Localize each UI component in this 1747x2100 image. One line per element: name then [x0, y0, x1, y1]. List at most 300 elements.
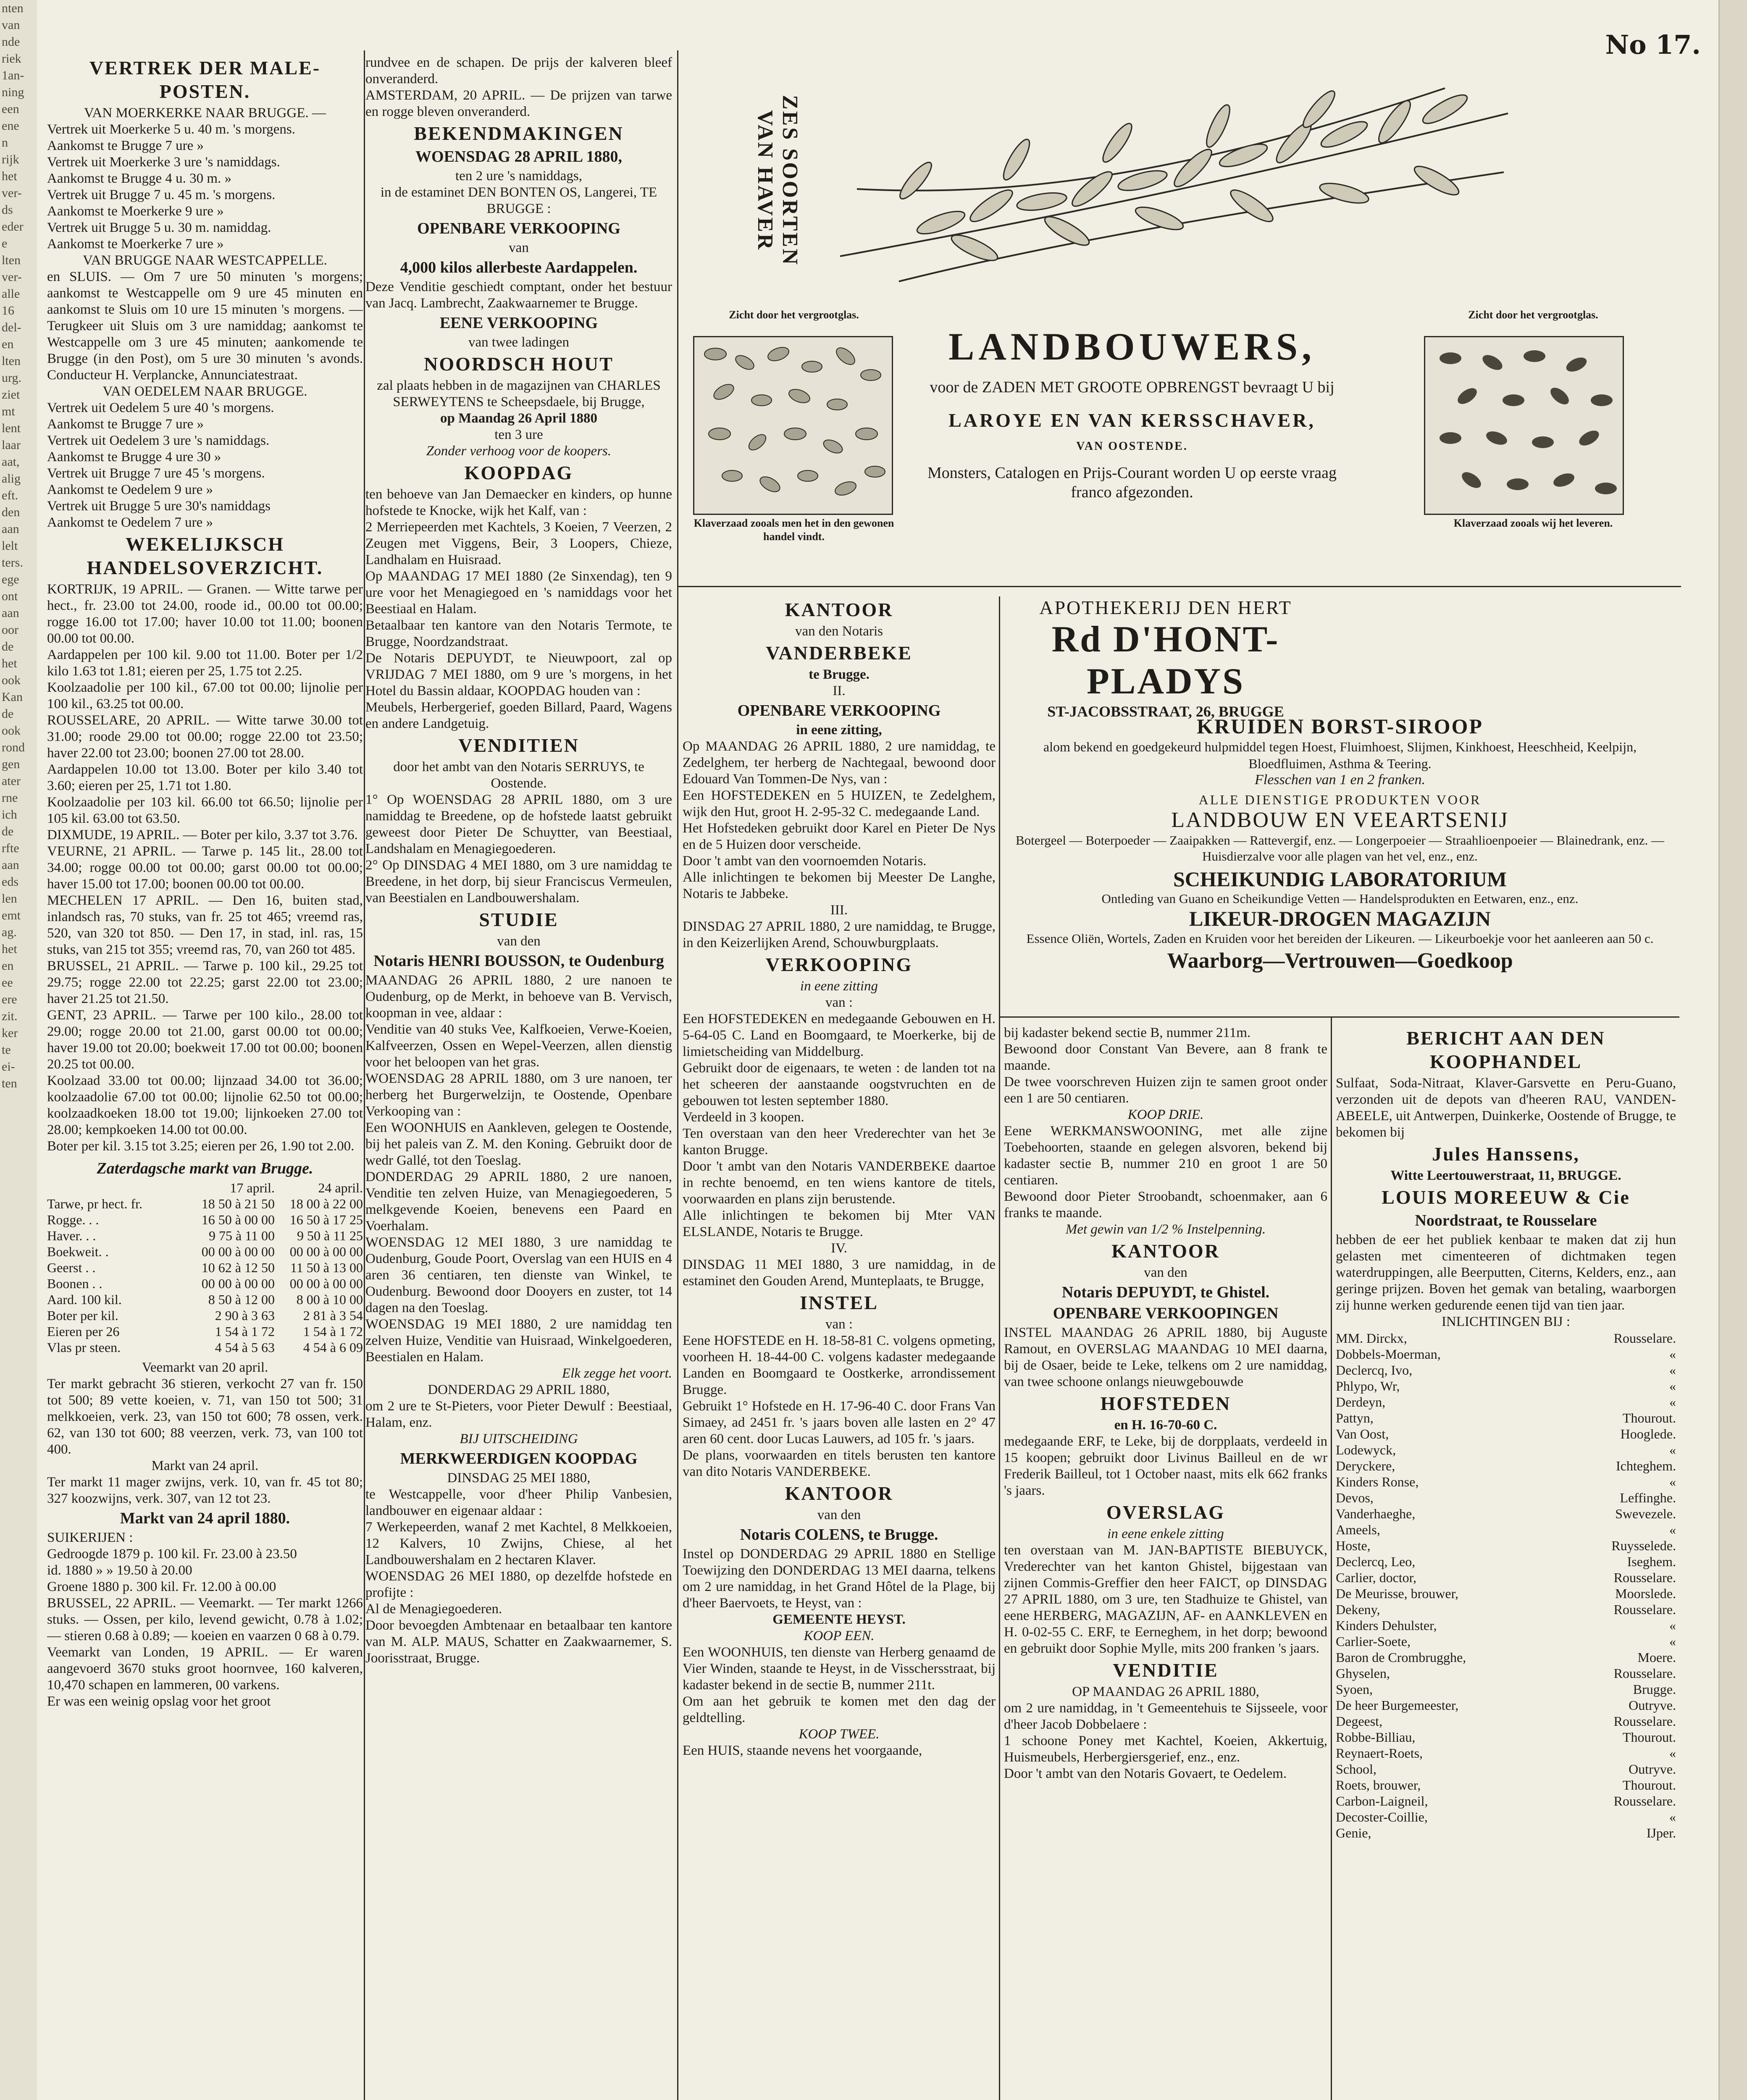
- agent-place: Moorslede.: [1615, 1586, 1676, 1601]
- agent-place: Swevezele.: [1615, 1506, 1676, 1521]
- list-item: [1336, 1522, 1676, 1538]
- section-heading: KOOPDAG: [464, 462, 573, 483]
- centered-line: Markt van 24 april.: [151, 1458, 259, 1473]
- apotheek-l6: Flesschen van 1 en 2 franken.: [1255, 772, 1425, 788]
- paragraph: Door 't ambt van den Notaris VANDERBEKE daartoe in rechte benoemd, en ten wiens kantore de titels, voorwaarden en plans zijn berustende.: [683, 1159, 996, 1207]
- subheading: Noordstraat, te Rousselare: [1415, 1212, 1597, 1229]
- paragraph: Aardappelen per 100 kil. 9.00 tot 11.00. Boter per 1/2 kilo 1.63 tot 1.81; eieren per 25, 1.75 tot 2.25.: [47, 647, 363, 679]
- agent-place: «: [1669, 1634, 1676, 1649]
- column-4-body: [1004, 1025, 1327, 2100]
- paragraph: Eene WERKMANSWOONING, met alle zijne Toebehoorten, staande en gelegen alsvoren, bekend bij kadaster sectie B, nummer 210 en groot 1 are 50 centiaren.: [1004, 1124, 1327, 1188]
- row-name: Boekweit. .: [47, 1244, 109, 1259]
- edge-fragment: eder: [2, 220, 24, 234]
- section-heading: BEKENDMAKINGEN: [414, 123, 624, 144]
- section-heading: NOORDSCH HOUT: [424, 353, 614, 375]
- caption-right-top: Zicht door het vergrootglas.: [1468, 309, 1598, 321]
- list-item: [1336, 1649, 1676, 1665]
- market-table-title: Zaterdagsche markt van Brugge.: [97, 1160, 313, 1177]
- row-name: Eieren per 26: [47, 1324, 120, 1339]
- edge-fragment: ten: [2, 1076, 17, 1090]
- list-item: [1336, 1777, 1676, 1793]
- list-item: [1336, 1793, 1676, 1809]
- column-1: [47, 55, 363, 2100]
- agent-place: «: [1669, 1378, 1676, 1394]
- centered-line: INLICHTINGEN BIJ :: [1441, 1314, 1571, 1329]
- paragraph: WOENSDAG 26 MEI 1880, op dezelfde hofstede en profijte :: [365, 1569, 672, 1600]
- edge-fragment: nten: [2, 1, 24, 15]
- agent-place: Iseghem.: [1627, 1554, 1676, 1569]
- agent-name: Deryckere,: [1336, 1458, 1395, 1473]
- edge-fragment: het: [2, 942, 17, 956]
- list-item: [1336, 1458, 1676, 1474]
- paragraph: 2 Merriepeerden met Kachtels, 3 Koeien, 7 Veerzen, 2 Zeugen met Viggens, Beir, 3 Loopers, Chieze, Landhalam en Huisraad.: [365, 520, 672, 567]
- edge-fragment: van: [2, 18, 20, 32]
- centered-bold-line: te Brugge.: [809, 667, 870, 682]
- row-name: Boter per kil.: [47, 1308, 118, 1323]
- agent-place: Rousselare.: [1613, 1793, 1676, 1809]
- apotheek-l12: LIKEUR-DROGEN MAGAZIJN: [1189, 907, 1491, 930]
- subheading: WOENSDAG 28 APRIL 1880,: [415, 148, 622, 165]
- agent-name: Kinders Ronse,: [1336, 1474, 1419, 1489]
- list-item: [1336, 1745, 1676, 1761]
- binding-strip: [1718, 0, 1747, 2100]
- agent-name: Van Oost,: [1336, 1426, 1389, 1441]
- paragraph: Gebruikt door de eigenaars, te weten : de landen tot na het scheeren der aanstaande oogstvruchten en de gebouwen tot lesten september 1880.: [683, 1060, 996, 1108]
- agent-place: Rousselare.: [1613, 1331, 1676, 1346]
- agent-name: Kinders Dehulster,: [1336, 1618, 1437, 1633]
- agent-name: Phlypo, Wr,: [1336, 1378, 1400, 1394]
- row-a: 2 90 à 3 63: [215, 1308, 275, 1323]
- paragraph: Aankomst te Brugge 7 ure »: [47, 138, 204, 153]
- section-heading: BERICHT AAN DEN KOOPHANDEL: [1406, 1027, 1605, 1072]
- edge-fragment: ag.: [2, 925, 17, 939]
- row-b: 16 50 à 17 25: [289, 1212, 363, 1227]
- paragraph: Alle inlichtingen te bekomen bij Mter VAN ELSLANDE, Notaris te Brugge.: [683, 1208, 996, 1239]
- table-row: [47, 1228, 363, 1244]
- centered-italic-line: KOOP EEN.: [804, 1628, 875, 1643]
- section-heading: KANTOOR: [785, 599, 893, 620]
- paragraph: Koolzaadolie per 103 kil. 66.00 tot 66.50; lijnolie per 105 kil. 63.00 tot 63.50.: [47, 795, 363, 826]
- edge-fragment: alig: [2, 472, 21, 486]
- edge-fragment: aan: [2, 522, 19, 536]
- agent-name: Hoste,: [1336, 1538, 1371, 1553]
- edge-fragment: rijk: [2, 152, 19, 166]
- edge-fragment: rond: [2, 740, 25, 754]
- edge-fragment: urg.: [2, 371, 21, 385]
- paragraph: DINSDAG 11 MEI 1880, 3 ure namiddag, in de estaminet den Gouden Arend, Munteplaats, te Brugge,: [683, 1257, 996, 1289]
- agent-name: Carlier, doctor,: [1336, 1570, 1417, 1585]
- caption-left-bottom: Klaverzaad zooals men het in den gewonen handel vindt.: [694, 517, 894, 543]
- edge-fragment: den: [2, 505, 20, 519]
- section-heading: VENDITIEN: [458, 735, 579, 756]
- paragraph: Vertrek uit Brugge 5 u. 30 m. namiddag.: [47, 220, 271, 235]
- edge-fragment: ds: [2, 203, 13, 217]
- paragraph: 2° Op DINSDAG 4 MEI 1880, om 3 ure namiddag te Breedene, in het dorp, bij sieur Franciscus Vermeulen, van Beestialen en Landbouwershalam.: [365, 858, 672, 906]
- edge-fragment: n: [2, 136, 8, 150]
- paragraph: Aankomst te Oedelem 9 ure »: [47, 482, 213, 497]
- paragraph: Ter markt 11 mager zwijns, verk. 10, van fr. 45 tot 80; 327 koozwijns, verk. 307, van 12 tot 23.: [47, 1475, 363, 1506]
- edge-fragment: ver-: [2, 270, 22, 284]
- paragraph: Betaalbaar ten kantore van den Notaris Termote, te Brugge, Noordzandstraat.: [365, 618, 672, 649]
- agent-name: Ameels,: [1336, 1522, 1380, 1537]
- edge-fragment: zit.: [2, 1009, 18, 1023]
- edge-fragment: laar: [2, 438, 21, 452]
- edge-fragment: e: [2, 236, 8, 250]
- agent-name: Degeest,: [1336, 1714, 1383, 1729]
- agent-place: «: [1669, 1394, 1676, 1410]
- paragraph: Vertrek uit Moerkerke 5 u. 40 m. 's morgens.: [47, 122, 295, 137]
- centered-line: ten 2 ure 's namiddags,: [455, 168, 582, 184]
- agent-place: «: [1669, 1442, 1676, 1457]
- agent-name: De Meurisse, brouwer,: [1336, 1586, 1458, 1601]
- centered-line: DINSDAG 25 MEI 1880,: [447, 1470, 591, 1486]
- paragraph: Op MAANDAG 26 APRIL 1880, 2 ure namiddag, te Zedelghem, ter herberg de Nachtegaal, bewoond door Edouard Van Tommen-De Nys, van :: [683, 739, 996, 787]
- edge-fragment: ters.: [2, 556, 23, 570]
- table-row: [47, 1212, 363, 1228]
- edge-fragment: de: [2, 824, 14, 838]
- agent-name: Vanderhaeghe,: [1336, 1506, 1416, 1521]
- row-a: 4 54 à 5 63: [215, 1340, 275, 1355]
- paragraph: Vertrek uit Moerkerke 3 ure 's namiddags.: [47, 155, 280, 170]
- agent-place: «: [1669, 1347, 1676, 1362]
- paragraph: Vertrek uit Oedelem 5 ure 40 's morgens.: [47, 400, 274, 415]
- row-name: Boonen . .: [47, 1276, 102, 1291]
- edge-fragment: oor: [2, 623, 18, 637]
- paragraph: Om aan het gebruik te komen met den dag der geldtelling.: [683, 1694, 996, 1725]
- seed-box-left: [693, 336, 893, 515]
- paragraph: ten behoeve van Jan Demaecker en kinders, op hunne hofstede te Knocke, wijk het Kalf, van :: [365, 487, 672, 518]
- paragraph: Koolzaadolie per 100 kil., 67.00 tot 00.00; lijnolie per 100 kil., 63.25 tot 00.00.: [47, 680, 363, 711]
- centered-line: III.: [830, 903, 848, 918]
- edge-fragment: Kan: [2, 690, 23, 704]
- row-name: Haver. . .: [47, 1228, 96, 1243]
- section-heading: VERTREK DER MALE-POSTEN.: [89, 57, 321, 102]
- centered-italic-line: KOOP TWEE.: [799, 1727, 880, 1742]
- edge-fragment: 1an-: [2, 68, 24, 82]
- list-item: [1336, 1825, 1676, 1841]
- centered-line: door het ambt van den Notaris SERRUYS, te Oostende.: [393, 759, 644, 791]
- centered-line: zal plaats hebben in de magazijnen van CHARLES SERWEYTENS te Scheepsdaele, bij Brugge,: [377, 378, 661, 410]
- edge-fragment: ere: [2, 992, 17, 1006]
- apotheek-l14: Waarborg—Vertrouwen—Goedkoop: [1167, 949, 1513, 973]
- subheading: MERKWEERDIGEN KOOPDAG: [400, 1450, 638, 1467]
- row-a: 8 50 à 12 00: [208, 1292, 275, 1307]
- agent-place: Outryve.: [1629, 1698, 1676, 1713]
- edge-fragment: ver-: [2, 186, 22, 200]
- paragraph: Een WOONHUIS en Aankleven, gelegen te Oostende, bij het paleis van Z. M. den Koning. Gebruikt door de wedr Gallé, tot den Toeslag.: [365, 1120, 672, 1168]
- agent-name: Baron de Crombrugghe,: [1336, 1650, 1466, 1665]
- list-item: [1336, 1665, 1676, 1681]
- edge-fragment: een: [2, 102, 19, 116]
- paragraph: SUIKERIJEN :: [47, 1530, 133, 1545]
- agent-name: Dobbels-Moerman,: [1336, 1347, 1441, 1362]
- section-heading: WEKELIJKSCH HANDELSOVERZICHT.: [87, 533, 323, 578]
- paragraph: MAANDAG 26 APRIL 1880, 2 ure nanoen te Oudenburg, op de Merkt, in behoeve van B. Vervisch, koopman in vee, aldaar :: [365, 973, 672, 1021]
- paragraph: Gebruikt 1° Hofstede en H. 17-96-40 C. door Frans Van Simaey, ad 2451 fr. 's jaars boven alle lasten en 2° 47 aren 60 cent. door Lucas Lauwers, ad 105 fr. 's jaars.: [683, 1399, 996, 1446]
- centered-bold-line: op Maandag 26 April 1880: [440, 411, 598, 426]
- centered-line: OP MAANDAG 26 APRIL 1880,: [1072, 1684, 1259, 1699]
- paragraph: Eene HOFSTEDE en H. 18-58-81 C. volgens opmeting, voorheen H. 18-44-00 C. volgens kadaster medegaande Landen en Boomgaard te Oostkerke, arrondissement Brugge.: [683, 1333, 996, 1397]
- edge-fragment: lelt: [2, 539, 18, 553]
- centered-line: van den: [497, 934, 541, 949]
- paragraph: Instel op DONDERDAG 29 APRIL 1880 en Stellige Toewijzing den DONDERDAG 13 MEI daarna, telkens om 2 ure namiddag, in het Grand Hôtel de la Plage, bij d'heer Baervoets, te Heyst, van :: [683, 1546, 996, 1611]
- banner-vertical-title: ZES SOORTEN VAN HAVER: [753, 95, 802, 266]
- edge-fragment: ege: [2, 572, 19, 586]
- edge-fragment: aan: [2, 858, 19, 872]
- centered-line: van den Notaris: [795, 624, 883, 639]
- edge-fragment: ning: [2, 85, 24, 99]
- list-item: [1336, 1586, 1676, 1601]
- paragraph: ten overstaan van M. JAN-BAPTISTE BIEBUYCK, Vrederechter van het kanton Ghistel, bijgestaan van zijnen Commis-Greffier den heer FAICT, op DINSDAG 27 APRIL 1880, om 3 ure, ten Stadhuize te Ghistel, van eene HERBERG, MAGAZIJN, AF- en AANKLEVEN en H. 0-02-55 C. ERF, te Eerneghem, in het dorp; bewoond en gebruikt door Sophie Mylle, mits 200 franken 's jaars.: [1004, 1543, 1327, 1656]
- list-item: [1336, 1506, 1676, 1522]
- agent-name: MM. Dirckx,: [1336, 1331, 1407, 1346]
- list-item: [1336, 1617, 1676, 1633]
- edge-fragment: te: [2, 1043, 11, 1057]
- edge-fragment: rfte: [2, 841, 19, 855]
- row-name: Tarwe, pr hect. fr.: [47, 1196, 142, 1211]
- ad-title: LANDBOUWERS,: [948, 325, 1316, 368]
- row-b: 11 50 à 13 00: [290, 1260, 363, 1275]
- agent-name: Decoster-Coillie,: [1336, 1809, 1428, 1824]
- edge-fragment: de: [2, 707, 14, 721]
- edge-fragment: eft.: [2, 488, 18, 502]
- subheading: Notaris COLENS, te Brugge.: [740, 1526, 938, 1544]
- edge-fragment: ker: [2, 1026, 18, 1040]
- subheading: Notaris DEPUYDT, te Ghistel.: [1061, 1284, 1270, 1301]
- paragraph: De plans, voorwaarden en titels berusten ten kantore van dito Notaris VANDERBEKE.: [683, 1448, 996, 1479]
- edge-fragment: eds: [2, 875, 18, 889]
- agent-name: Derdeyn,: [1336, 1394, 1386, 1410]
- centered-italic-line: in eene zitting: [800, 979, 878, 994]
- list-item: [1336, 1362, 1676, 1378]
- row-a: 00 00 à 00 00: [201, 1244, 275, 1259]
- row-a: 18 50 à 21 50: [201, 1196, 275, 1211]
- edge-fragment: ont: [2, 589, 18, 603]
- paragraph: Aankomst te Moerkerke 7 ure »: [47, 236, 224, 252]
- paragraph: Sulfaat, Soda-Nitraat, Klaver-Garsvette en Peru-Guano, verzonden uit de depots van d'heeren RAU, VANDEN-ABEELE, uit Antwerpen, Duinkerke, Oostende of Brugge, te bekomen bij: [1336, 1076, 1676, 1140]
- table-row: [47, 1292, 363, 1307]
- agent-name: Lodewyck,: [1336, 1442, 1396, 1457]
- paragraph: AMSTERDAM, 20 APRIL. — De prijzen van tarwe en rogge bleven onveranderd.: [365, 88, 672, 119]
- subheading: EENE VERKOOPING: [439, 314, 598, 332]
- section-heading: OVERSLAG: [1106, 1502, 1225, 1523]
- paragraph: Aardappelen 10.00 tot 13.00. Boter per kilo 3.40 tot 3.60; eieren per 25, 1.71 tot 1.80.: [47, 762, 363, 793]
- paragraph: en SLUIS. — Om 7 ure 50 minuten 's morgens; aankomst te Westcappelle om 9 ure 45 minuten en aankomst te Sluis om 10 ure 15 minuten 's morgens. — Terugkeer uit Sluis om 3 ure namiddag; aankomst te Westcappelle om 3 ure 45 minuten; aankomende te Brugge (in den Post), om 5 ure 30 minuten 's avonds. Conducteur H. Verplancke, Annunciatestraat.: [47, 269, 363, 383]
- agent-place: Outryve.: [1629, 1761, 1676, 1777]
- centered-line: van :: [825, 1317, 853, 1332]
- edge-fragment: aat,: [2, 455, 20, 469]
- paragraph: Koolzaad 33.00 tot 00.00; lijnzaad 34.00 tot 36.00; koolzaadolie 67.00 tot 00.00; lijnolie 62.50 tot 00.00; koolzaadkoeken 18.00 tot 19.00; lijnkoeken 27.00 tot 28.00; kempkoeken 14.00 tot 00.00.: [47, 1073, 363, 1137]
- list-item: [1336, 1394, 1676, 1410]
- centered-line: in de estaminet DEN BONTEN OS, Langerei, TE BRUGGE :: [380, 185, 657, 216]
- adjacent-page-edge: [0, 0, 38, 2100]
- paragraph: Een HOFSTEDEKEN en medegaande Gebouwen en H. 5-64-05 C. Land en Boomgaard, te Moerkerke, bij de limietscheiding van Middelburg.: [683, 1011, 996, 1059]
- row-b: 9 50 à 11 25: [297, 1228, 363, 1243]
- edge-fragment: emt: [2, 908, 21, 922]
- paragraph: Ten overstaan van den heer Vrederechter van het 3e kanton Brugge.: [683, 1126, 996, 1158]
- edge-fragment: riek: [2, 52, 21, 66]
- row-a: 10 62 à 12 50: [201, 1260, 275, 1275]
- agent-place: «: [1669, 1746, 1676, 1761]
- agent-place: «: [1669, 1809, 1676, 1824]
- centered-line: VAN OEDELEM NAAR BRUGGE.: [102, 384, 307, 399]
- paragraph: Door 't ambt van den Notaris Govaert, te Oedelem.: [1004, 1766, 1287, 1781]
- centered-bold-line: en H. 16-70-60 C.: [1114, 1418, 1217, 1433]
- centered-line: van: [509, 240, 529, 255]
- agent-place: Rousselare.: [1613, 1570, 1676, 1585]
- row-b: 1 54 à 1 72: [303, 1324, 363, 1339]
- row-name: Aard. 100 kil.: [47, 1292, 122, 1307]
- apotheek-l8: LANDBOUW EN VEEARTSENIJ: [1171, 808, 1509, 832]
- edge-fragment: de: [2, 640, 14, 654]
- list-item: [1336, 1729, 1676, 1745]
- paragraph: DIXMUDE, 19 APRIL. — Boter per kilo, 3.37 tot 3.76.: [47, 827, 358, 843]
- list-item: [1336, 1601, 1676, 1617]
- paragraph: Een HUIS, staande nevens het voorgaande,: [683, 1743, 922, 1758]
- list-item: [1336, 1554, 1676, 1570]
- agent-place: Thourout.: [1622, 1777, 1676, 1793]
- paragraph: De twee voorschreven Huizen zijn te samen groot onder een 1 are 50 centiaren.: [1004, 1074, 1327, 1106]
- paragraph: WOENSDAG 12 MEI 1880, 3 ure namiddag te Oudenburg, Goude Poort, Overslag van een HUIS en 4 aren 36 centiaren, ten dienste van Winkel, te Oudenburg. Bewoond door Dooyers en zuster, tot 14 dagen na den Toeslag.: [365, 1235, 672, 1315]
- centered-line: VAN BRUGGE NAAR WESTCAPPELLE.: [83, 253, 327, 268]
- centered-line: van den: [1144, 1265, 1187, 1280]
- agent-place: Moere.: [1637, 1650, 1676, 1665]
- apotheek-l9: Botergeel — Boterpoeder — Zaaipakken — Rattevergif, enz. — Longerpoeier — Straahlioenpoeier — Blainedrank, enz. — Huisdierzalve voor alle plagen van het vel, enz., enz.: [1015, 833, 1665, 864]
- paragraph: Een WOONHUIS, ten dienste van Herberg genaamd de Vier Winden, staande te Heyst, in de Visschersstraat, bij kadaster bekend in de sectie B, nummer 211t.: [683, 1645, 996, 1693]
- agent-name: Declercq, Leo,: [1336, 1554, 1416, 1569]
- row-a: 00 00 à 00 00: [201, 1276, 275, 1291]
- paragraph: Door 't ambt van den voornoemden Notaris.: [683, 853, 927, 869]
- paragraph: Veemarkt van Londen, 19 APRIL. — Er waren aangevoerd 3670 stuks groot hoornvee, 160 kalveren, 10,470 schapen en lammeren, 00 varkens.: [47, 1645, 363, 1693]
- edge-fragment: lten: [2, 253, 21, 267]
- apotheek-l5: alom bekend en goedgekeurd hulpmiddel tegen Hoest, Fluimhoest, Slijmen, Kinkhoest, Heeschheid, Keelpijn, Bloedfluimen, Asthma & Teering.: [1043, 739, 1637, 771]
- oat-plant-illustration: [815, 63, 1529, 298]
- agent-place: Leffinghe.: [1620, 1490, 1676, 1505]
- centered-bold-line: Witte Leertouwerstraat, 11, BRUGGE.: [1390, 1168, 1621, 1183]
- paragraph: medegaande ERF, te Leke, bij de dorpplaats, verdeeld in 15 koopen; gebruikt door Livinus Bailleul en de wr Frederik Bailleul, tot 1 October naast, mits elk 662 franks 's jaars.: [1004, 1434, 1327, 1498]
- apotheek-l11: Ontleding van Guano en Scheikundige Vetten — Handelsprodukten en Eetwaren, enz., enz.: [1101, 891, 1579, 906]
- row-b: 4 54 à 6 09: [303, 1340, 363, 1355]
- paragraph: DONDERDAG 29 APRIL 1880, 2 ure nanoen, Venditie ten zelven Huize, van Menagiegoederen, 5 melkgevende Koeien, benevens een Paard en Voerhalam.: [365, 1169, 672, 1234]
- table-row: [47, 1339, 363, 1355]
- ad-firm: LAROYE EN VAN KERSSCHAVER,: [948, 410, 1316, 431]
- list-item: [1336, 1410, 1676, 1426]
- table-row: [47, 1323, 363, 1339]
- edge-fragment: en: [2, 959, 14, 973]
- centered-line: van twee ladingen: [468, 335, 570, 350]
- edge-fragment: lent: [2, 421, 21, 435]
- table-row: [47, 1196, 363, 1212]
- centered-line: DONDERDAG 29 APRIL 1880,: [428, 1382, 610, 1397]
- list-item: [1336, 1570, 1676, 1586]
- subheading: OPENBARE VERKOOPINGEN: [1053, 1305, 1279, 1322]
- section-heading: HOFSTEDEN: [1100, 1393, 1231, 1414]
- paragraph: BRUSSEL, 22 APRIL. — Veemarkt. — Ter markt 1266 stuks. — Ossen, per kilo, levend gewicht, 0.78 à 1.02; — stieren 0.68 à 0.89; — koeien en vaarzen 0 68 à 0.79.: [47, 1596, 363, 1643]
- row-b: 2 81 à 3 54: [303, 1308, 363, 1323]
- paragraph: Een HOFSTEDEKEN en 5 HUIZEN, te Zedelghem, wijk den Hut, groot H. 2-95-32 C. medegaande Land.: [683, 788, 996, 819]
- paragraph: id. 1880 » » 19.50 à 20.00: [47, 1563, 192, 1578]
- paragraph: Bewoond door Constant Van Bevere, aan 8 frank te maande.: [1004, 1042, 1327, 1073]
- paragraph: Vertrek uit Brugge 7 u. 45 m. 's morgens.: [47, 187, 276, 202]
- paragraph: te Westcappelle, voor d'heer Philip Vanbesien, landbouwer en eigenaar aldaar :: [365, 1487, 672, 1518]
- table-row: [47, 1276, 363, 1292]
- paragraph: Het Hofstedeken gebruikt door Karel en Pieter De Nys en de 5 Huizen door verscheide.: [683, 821, 996, 852]
- row-name: Geerst . .: [47, 1260, 96, 1275]
- apotheek-l4: KRUIDEN BORST-SIROOP: [1197, 714, 1483, 738]
- paragraph: INSTEL MAANDAG 26 APRIL 1880, bij Auguste Ramout, en OVERSLAG MAANDAG 10 MEI daarna, bij de Osaer, beide te Leke, telkens om 2 ure namiddag, van twee schoone onlangs nieuwgebouwde: [1004, 1325, 1327, 1389]
- agent-name: School,: [1336, 1761, 1377, 1777]
- apotheek-l3: ST-JACOBSSTRAAT, 26, BRUGGE: [1047, 703, 1284, 720]
- table-row: [47, 1260, 363, 1276]
- centered-italic-line: Zonder verhoog voor de koopers.: [426, 444, 612, 459]
- edge-fragment: gen: [2, 757, 20, 771]
- agent-place: Rousselare.: [1613, 1602, 1676, 1617]
- list-item: [1336, 1761, 1676, 1777]
- list-item: [1336, 1346, 1676, 1362]
- paragraph: 7 Werkepeerden, wanaf 2 met Kachtel, 8 Melkkoeien, 12 Kalvers, 10 Zwijns, Chiese, al het Landbouwershalam en 2 hectaren Klaver.: [365, 1520, 672, 1567]
- edge-fragment: ziet: [2, 388, 20, 402]
- paragraph: om 2 ure te St-Pieters, voor Pieter Dewulf : Beestiaal, Halam, enz.: [365, 1399, 672, 1430]
- centered-italic-line: in eene enkele zitting: [1107, 1526, 1224, 1541]
- centered-bold-line: GEMEENTE HEYST.: [772, 1612, 906, 1627]
- paragraph: om 2 ure namiddag, in 't Gemeentehuis te Sijsseele, voor d'heer Jacob Dobbelaere :: [1004, 1701, 1327, 1732]
- ad-line2: Monsters, Catalogen en Prijs-Courant worden U op eerste vraag franco afgezonden.: [927, 464, 1337, 501]
- paragraph: Op MAANDAG 17 MEI 1880 (2e Sinxendag), ten 9 ure voor het Menagiegoed en 's namiddags voor het Beestiaal en Halam.: [365, 569, 672, 617]
- paragraph: Aankomst te Moerkerke 9 ure »: [47, 204, 224, 219]
- edge-fragment: aan: [2, 606, 19, 620]
- apotheek-ad: [1004, 596, 1327, 720]
- paragraph: DINSDAG 27 APRIL 1880, 2 ure namiddag, te Brugge, in den Keizerlijken Arend, Schouwburgplaats.: [683, 919, 996, 950]
- edge-fragment: mt: [2, 404, 15, 418]
- agent-name: Syoen,: [1336, 1682, 1373, 1697]
- edge-fragment: ene: [2, 119, 19, 133]
- agent-name: Genie,: [1336, 1825, 1371, 1840]
- agent-name: Reynaert-Roets,: [1336, 1746, 1423, 1761]
- subheading: OPENBARE VERKOOPING: [737, 702, 941, 719]
- centered-line: van den: [817, 1507, 861, 1522]
- apotheek-l1: APOTHEKERIJ DEN HERT: [1039, 597, 1292, 618]
- agent-place: Rousselare.: [1613, 1714, 1676, 1729]
- edge-fragment: ee: [2, 976, 13, 990]
- centered-line: II.: [833, 683, 846, 698]
- paragraph: Door bevoegden Ambtenaar en betaalbaar ten kantore van M. ALP. MAUS, Schatter en Zaakwaarnemer, S. Joorisstraat, Brugge.: [365, 1618, 672, 1666]
- apotheek-l2: Rd D'HONT-PLADYS: [1051, 619, 1280, 702]
- paragraph: Bewoond door Pieter Stroobandt, schoenmaker, aan 6 franks te maande.: [1004, 1189, 1327, 1221]
- agent-place: Rousselare.: [1613, 1666, 1676, 1681]
- paragraph: Vertrek uit Brugge 5 ure 30's namiddags: [47, 499, 271, 514]
- paragraph: Groene 1880 p. 300 kil. Fr. 12.00 à 00.00: [47, 1579, 276, 1594]
- agent-name: Roets, brouwer,: [1336, 1777, 1421, 1793]
- edge-fragment: len: [2, 892, 17, 906]
- list-item: [1336, 1633, 1676, 1649]
- paragraph: Gedroogde 1879 p. 100 kil. Fr. 23.00 à 23.50: [47, 1546, 297, 1562]
- paragraph: rundvee en de schapen. De prijs der kalveren bleef onveranderd.: [365, 55, 672, 87]
- list-item: [1336, 1330, 1676, 1346]
- edge-fragment: ook: [2, 724, 21, 738]
- column-2: [365, 55, 672, 2100]
- section-heading: INSTEL: [800, 1292, 878, 1313]
- list-item: [1336, 1378, 1676, 1394]
- market-table: [47, 1159, 363, 1355]
- paragraph: De Notaris DEPUYDT, te Nieuwpoort, zal op VRIJDAG 7 MEI 1880, om 9 ure 's morgens, in het Hotel du Bassin aldaar, KOOPDAG houden van :: [365, 651, 672, 698]
- section-heading: STUDIE: [479, 909, 559, 930]
- paragraph: Verdeeld in 3 koopen.: [683, 1110, 804, 1125]
- edge-fragment: del-: [2, 320, 21, 334]
- caption-right-bottom: Klaverzaad zooals wij het leveren.: [1453, 517, 1613, 529]
- edge-fragment: alle: [2, 287, 20, 301]
- row-a: 1 54 à 1 72: [215, 1324, 275, 1339]
- agent-place: Brugge.: [1633, 1682, 1676, 1697]
